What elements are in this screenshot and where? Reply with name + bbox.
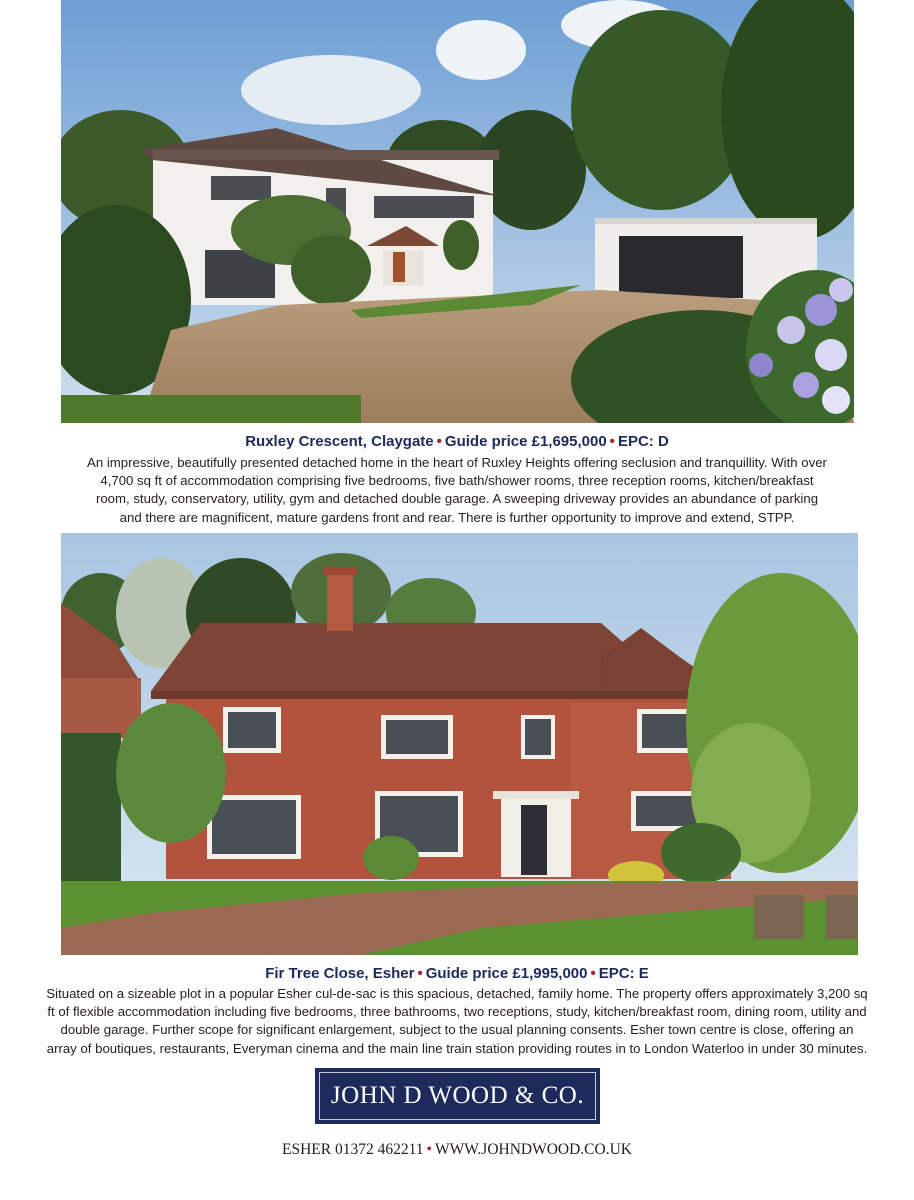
listing-epc: EPC: D — [617, 433, 669, 450]
property-photo-ruxley-crescent — [61, 0, 854, 423]
listing-price: Guide price £1,995,000 — [425, 965, 588, 982]
listing-price: Guide price £1,695,000 — [444, 433, 607, 450]
separator-dot: • — [436, 433, 442, 450]
website-link[interactable]: WWW.JOHNDWOOD.CO.UK — [434, 1141, 632, 1158]
separator-dot: • — [417, 965, 423, 982]
listing-heading — [0, 433, 914, 450]
property-photo-fir-tree-close — [61, 533, 858, 955]
listing-description: Situated on a sizeable plot in a popular Esher cul-de-sac is this spacious, detached, family home. The property offers approximately 3,200 sq ft of flexible accommodation including five bedrooms, three bathrooms, two receptions, study, kitchen/breakfast room, dining room, utility and double garage. Further scope for significant enlargement, subject to the usual planning consents. Esher town centre is close, offering an array of boutiques, restaurants, Everyman cinema and the main line train station providing routes in to London Waterloo in under 30 minutes. — [46, 986, 868, 1056]
agency-logo — [315, 1068, 600, 1124]
agency-logo-text: JOHN D WOOD & CO. — [319, 1072, 596, 1120]
listing-description: An impressive, beautifully presented detached home in the heart of Ruxley Heights offering seclusion and tranquillity. With over 4,700 sq ft of accommodation comprising five bedrooms, five bath/shower rooms, three reception rooms, kitchen/breakfast room, study, conservatory, utility, gym and detached double garage. A sweeping driveway provides an abundance of parking and there are magnificent, mature gardens front and rear. There is further opportunity to improve and extend, STPP. — [87, 455, 827, 525]
separator-dot: • — [590, 965, 596, 982]
listing-location: Fir Tree Close, Esher — [265, 965, 415, 982]
listing-location: Ruxley Crescent, Claygate — [245, 433, 434, 450]
listing-heading — [0, 965, 914, 982]
office-phone: ESHER 01372 462211 — [282, 1141, 424, 1158]
listing-epc: EPC: E — [598, 965, 649, 982]
separator-dot: • — [609, 433, 615, 450]
separator-dot: • — [426, 1141, 432, 1158]
contact-line — [0, 1141, 914, 1159]
